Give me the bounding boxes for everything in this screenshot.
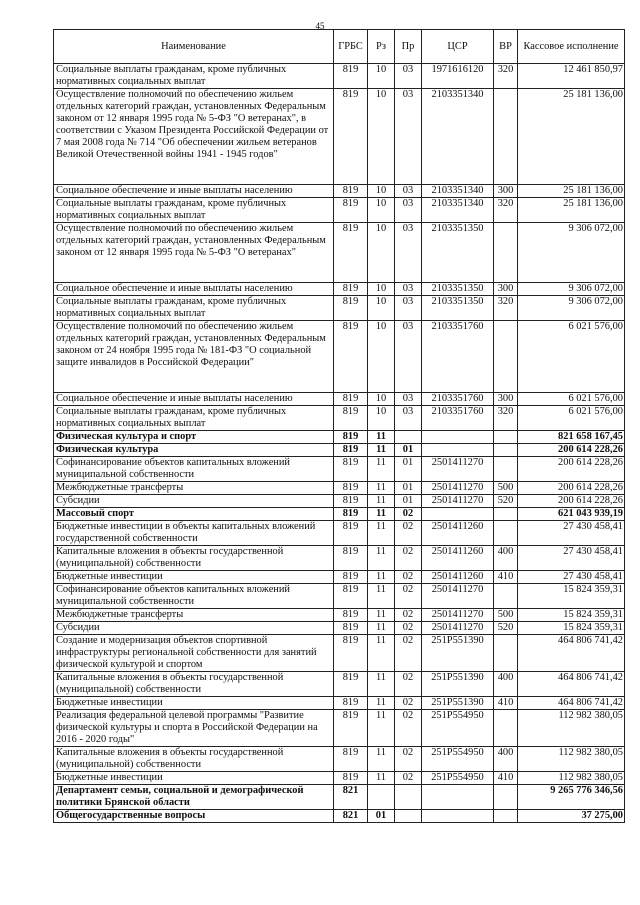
cell-amount: 621 043 939,19 (518, 508, 625, 521)
cell-vr: 320 (494, 198, 518, 223)
cell-vr (494, 521, 518, 546)
cell-name: Бюджетные инвестиции (54, 772, 334, 785)
header-rz: Рз (368, 30, 395, 64)
cell-name: Субсидии (54, 495, 334, 508)
cell-vr: 320 (494, 406, 518, 431)
cell-pr: 02 (395, 622, 422, 635)
cell-rz: 10 (368, 89, 395, 185)
cell-rz: 11 (368, 772, 395, 785)
table-row (54, 785, 625, 810)
cell-pr: 03 (395, 185, 422, 198)
cell-amount: 821 658 167,45 (518, 431, 625, 444)
cell-vr (494, 710, 518, 747)
cell-amount: 9 306 072,00 (518, 283, 625, 296)
cell-pr: 03 (395, 296, 422, 321)
table-row (54, 198, 625, 223)
cell-amount: 464 806 741,42 (518, 635, 625, 672)
cell-rz: 11 (368, 571, 395, 584)
cell-amount: 6 021 576,00 (518, 393, 625, 406)
cell-name: Бюджетные инвестиции (54, 571, 334, 584)
cell-amount: 9 306 072,00 (518, 223, 625, 283)
cell-vr (494, 321, 518, 393)
cell-rz: 11 (368, 710, 395, 747)
cell-csr (422, 785, 494, 810)
cell-vr (494, 444, 518, 457)
table-row (54, 546, 625, 571)
cell-name: Капитальные вложения в объекты государственной (муниципальной) собственности (54, 672, 334, 697)
cell-csr: 2501411260 (422, 521, 494, 546)
cell-grbs: 819 (334, 584, 368, 609)
cell-vr: 500 (494, 609, 518, 622)
table-row (54, 810, 625, 823)
cell-csr: 2103351340 (422, 198, 494, 223)
cell-pr: 01 (395, 495, 422, 508)
cell-vr: 500 (494, 482, 518, 495)
table-row (54, 584, 625, 609)
cell-rz: 11 (368, 672, 395, 697)
cell-pr: 03 (395, 393, 422, 406)
cell-csr: 251P554950 (422, 772, 494, 785)
cell-name: Капитальные вложения в объекты государственной (муниципальной) собственности (54, 546, 334, 571)
cell-name: Физическая культура (54, 444, 334, 457)
cell-grbs: 819 (334, 546, 368, 571)
cell-vr: 300 (494, 283, 518, 296)
cell-name: Массовый спорт (54, 508, 334, 521)
table-row (54, 223, 625, 283)
cell-pr: 02 (395, 584, 422, 609)
cell-csr (422, 431, 494, 444)
table-row (54, 64, 625, 89)
cell-name: Осуществление полномочий по обеспечению жильем отдельных категорий граждан, установленных Федеральным законом от 12 января 1995 года № 5-ФЗ "О ветеранах", в соответствии с Указом Президента Российской Федерации от 7 мая 2008 года № 714 "Об обеспечении жильем ветеранов Великой Отечественной войны 1941 - 1945 годов" (54, 89, 334, 185)
cell-rz: 10 (368, 64, 395, 89)
cell-vr: 410 (494, 772, 518, 785)
cell-rz (368, 785, 395, 810)
cell-csr: 2103351350 (422, 223, 494, 283)
cell-grbs: 819 (334, 521, 368, 546)
cell-rz: 10 (368, 321, 395, 393)
cell-pr: 03 (395, 89, 422, 185)
cell-pr: 01 (395, 457, 422, 482)
cell-amount: 25 181 136,00 (518, 198, 625, 223)
cell-grbs: 819 (334, 296, 368, 321)
cell-name: Социальные выплаты гражданам, кроме публичных нормативных социальных выплат (54, 64, 334, 89)
cell-vr: 300 (494, 393, 518, 406)
cell-grbs: 819 (334, 609, 368, 622)
header-amount: Кассовое исполнение (518, 30, 625, 64)
cell-rz: 11 (368, 495, 395, 508)
cell-amount: 200 614 228,26 (518, 495, 625, 508)
cell-pr: 02 (395, 571, 422, 584)
cell-csr: 2501411260 (422, 546, 494, 571)
table-row (54, 521, 625, 546)
table-row (54, 609, 625, 622)
cell-grbs: 819 (334, 482, 368, 495)
cell-grbs: 819 (334, 710, 368, 747)
cell-csr: 2501411270 (422, 482, 494, 495)
cell-vr (494, 810, 518, 823)
cell-name: Социальное обеспечение и иные выплаты населению (54, 185, 334, 198)
cell-grbs: 819 (334, 495, 368, 508)
table-row (54, 697, 625, 710)
cell-amount: 37 275,00 (518, 810, 625, 823)
cell-name: Социальное обеспечение и иные выплаты населению (54, 283, 334, 296)
cell-grbs: 819 (334, 672, 368, 697)
cell-rz: 11 (368, 622, 395, 635)
cell-amount: 112 982 380,05 (518, 747, 625, 772)
cell-csr: 1971616120 (422, 64, 494, 89)
cell-csr: 251P551390 (422, 697, 494, 710)
cell-amount: 9 306 072,00 (518, 296, 625, 321)
cell-name: Субсидии (54, 622, 334, 635)
table-row (54, 482, 625, 495)
cell-rz: 10 (368, 223, 395, 283)
cell-pr: 02 (395, 747, 422, 772)
cell-name: Софинансирование объектов капитальных вложений муниципальной собственности (54, 457, 334, 482)
cell-amount: 9 265 776 346,56 (518, 785, 625, 810)
cell-amount: 27 430 458,41 (518, 546, 625, 571)
cell-vr (494, 584, 518, 609)
cell-csr: 2103351350 (422, 296, 494, 321)
cell-amount: 15 824 359,31 (518, 584, 625, 609)
cell-name: Департамент семьи, социальной и демографической политики Брянской области (54, 785, 334, 810)
cell-rz: 10 (368, 406, 395, 431)
cell-pr: 02 (395, 635, 422, 672)
cell-rz: 11 (368, 635, 395, 672)
cell-grbs: 819 (334, 198, 368, 223)
cell-grbs: 819 (334, 635, 368, 672)
cell-amount: 112 982 380,05 (518, 772, 625, 785)
table-row (54, 393, 625, 406)
cell-name: Физическая культура и спорт (54, 431, 334, 444)
header-pr: Пр (395, 30, 422, 64)
cell-csr: 2103351340 (422, 89, 494, 185)
table-row (54, 283, 625, 296)
cell-pr: 01 (395, 444, 422, 457)
cell-rz: 11 (368, 457, 395, 482)
table-body (54, 64, 625, 823)
cell-grbs: 819 (334, 444, 368, 457)
cell-amount: 25 181 136,00 (518, 89, 625, 185)
table-row (54, 185, 625, 198)
cell-vr (494, 635, 518, 672)
cell-name: Осуществление полномочий по обеспечению жильем отдельных категорий граждан, установленных Федеральным законом от 12 января 1995 года № 5-ФЗ "О ветеранах" (54, 223, 334, 283)
cell-csr: 2103351760 (422, 406, 494, 431)
cell-grbs: 819 (334, 393, 368, 406)
cell-grbs: 819 (334, 89, 368, 185)
cell-name: Капитальные вложения в объекты государственной (муниципальной) собственности (54, 747, 334, 772)
cell-rz: 10 (368, 296, 395, 321)
cell-grbs: 819 (334, 283, 368, 296)
cell-pr: 03 (395, 198, 422, 223)
cell-grbs: 819 (334, 697, 368, 710)
cell-rz: 11 (368, 482, 395, 495)
cell-name: Межбюджетные трансферты (54, 482, 334, 495)
header-name: Наименование (54, 30, 334, 64)
cell-csr: 2501411270 (422, 584, 494, 609)
cell-rz: 11 (368, 431, 395, 444)
cell-name: Создание и модернизация объектов спортивной инфраструктуры региональной собственности для занятий физической культурой и спортом (54, 635, 334, 672)
cell-grbs: 821 (334, 785, 368, 810)
table-header-row (54, 30, 625, 64)
table-row (54, 457, 625, 482)
cell-rz: 11 (368, 521, 395, 546)
cell-vr: 320 (494, 64, 518, 89)
cell-name: Софинансирование объектов капитальных вложений муниципальной собственности (54, 584, 334, 609)
cell-vr (494, 785, 518, 810)
cell-rz: 11 (368, 444, 395, 457)
cell-vr (494, 89, 518, 185)
cell-grbs: 819 (334, 457, 368, 482)
cell-amount: 12 461 850,97 (518, 64, 625, 89)
cell-grbs: 819 (334, 64, 368, 89)
cell-vr: 410 (494, 697, 518, 710)
cell-csr: 251P551390 (422, 635, 494, 672)
cell-csr (422, 444, 494, 457)
cell-name: Социальное обеспечение и иные выплаты населению (54, 393, 334, 406)
cell-pr: 02 (395, 697, 422, 710)
cell-rz: 11 (368, 546, 395, 571)
cell-amount: 15 824 359,31 (518, 609, 625, 622)
cell-vr (494, 223, 518, 283)
table-row (54, 444, 625, 457)
cell-csr: 2501411260 (422, 571, 494, 584)
header-grbs: ГРБС (334, 30, 368, 64)
cell-vr (494, 508, 518, 521)
cell-grbs: 819 (334, 223, 368, 283)
cell-vr: 300 (494, 185, 518, 198)
cell-rz: 11 (368, 508, 395, 521)
cell-name: Бюджетные инвестиции (54, 697, 334, 710)
cell-pr: 01 (395, 482, 422, 495)
cell-pr: 03 (395, 223, 422, 283)
cell-grbs: 819 (334, 622, 368, 635)
cell-grbs: 819 (334, 508, 368, 521)
cell-grbs: 821 (334, 810, 368, 823)
cell-grbs: 819 (334, 747, 368, 772)
cell-pr: 02 (395, 772, 422, 785)
cell-pr (395, 810, 422, 823)
cell-csr: 2103351760 (422, 393, 494, 406)
cell-amount: 464 806 741,42 (518, 697, 625, 710)
cell-vr (494, 431, 518, 444)
cell-grbs: 819 (334, 431, 368, 444)
table-row (54, 321, 625, 393)
cell-vr: 520 (494, 495, 518, 508)
cell-name: Реализация федеральной целевой программы "Развитие физической культуры и спорта в Российской Федерации на 2016 - 2020 годы" (54, 710, 334, 747)
cell-csr: 2103351350 (422, 283, 494, 296)
cell-pr: 02 (395, 546, 422, 571)
cell-rz: 11 (368, 697, 395, 710)
table-row (54, 89, 625, 185)
header-csr: ЦСР (422, 30, 494, 64)
cell-csr: 2501411270 (422, 622, 494, 635)
cell-rz: 10 (368, 185, 395, 198)
cell-vr: 400 (494, 672, 518, 697)
cell-csr: 2501411270 (422, 495, 494, 508)
cell-amount: 15 824 359,31 (518, 622, 625, 635)
cell-vr: 320 (494, 296, 518, 321)
table-row (54, 406, 625, 431)
table-row (54, 508, 625, 521)
table-row (54, 747, 625, 772)
table-row (54, 622, 625, 635)
cell-csr: 2501411270 (422, 457, 494, 482)
cell-amount: 464 806 741,42 (518, 672, 625, 697)
cell-csr: 2501411270 (422, 609, 494, 622)
cell-rz: 10 (368, 198, 395, 223)
cell-rz: 10 (368, 393, 395, 406)
cell-pr: 03 (395, 64, 422, 89)
cell-csr: 251P554950 (422, 710, 494, 747)
header-vr: ВР (494, 30, 518, 64)
cell-vr: 400 (494, 546, 518, 571)
cell-name: Социальные выплаты гражданам, кроме публичных нормативных социальных выплат (54, 406, 334, 431)
cell-grbs: 819 (334, 185, 368, 198)
cell-csr (422, 810, 494, 823)
table-row (54, 296, 625, 321)
cell-amount: 112 982 380,05 (518, 710, 625, 747)
cell-name: Социальные выплаты гражданам, кроме публичных нормативных социальных выплат (54, 198, 334, 223)
cell-csr: 251P554950 (422, 747, 494, 772)
cell-amount: 6 021 576,00 (518, 406, 625, 431)
cell-pr (395, 785, 422, 810)
cell-rz: 11 (368, 584, 395, 609)
table-row (54, 672, 625, 697)
budget-table (53, 29, 625, 823)
cell-pr: 03 (395, 283, 422, 296)
cell-name: Бюджетные инвестиции в объекты капитальных вложений государственной собственности (54, 521, 334, 546)
cell-amount: 25 181 136,00 (518, 185, 625, 198)
cell-pr: 03 (395, 406, 422, 431)
cell-name: Межбюджетные трансферты (54, 609, 334, 622)
cell-vr: 520 (494, 622, 518, 635)
cell-pr: 02 (395, 609, 422, 622)
cell-csr: 2103351760 (422, 321, 494, 393)
cell-rz: 11 (368, 747, 395, 772)
table-row (54, 710, 625, 747)
cell-rz: 11 (368, 609, 395, 622)
table-row (54, 571, 625, 584)
table-row (54, 495, 625, 508)
cell-amount: 6 021 576,00 (518, 321, 625, 393)
cell-grbs: 819 (334, 571, 368, 584)
cell-vr (494, 457, 518, 482)
cell-pr (395, 431, 422, 444)
cell-grbs: 819 (334, 406, 368, 431)
cell-rz: 01 (368, 810, 395, 823)
cell-rz: 10 (368, 283, 395, 296)
cell-csr: 251P551390 (422, 672, 494, 697)
table-row (54, 772, 625, 785)
cell-grbs: 819 (334, 772, 368, 785)
cell-vr: 400 (494, 747, 518, 772)
cell-pr: 02 (395, 672, 422, 697)
table-row (54, 635, 625, 672)
cell-pr: 02 (395, 710, 422, 747)
cell-name: Осуществление полномочий по обеспечению жильем отдельных категорий граждан, установленных Федеральным законом от 24 ноября 1995 года № 181-ФЗ "О социальной защите инвалидов в Российской Федерации" (54, 321, 334, 393)
cell-pr: 03 (395, 321, 422, 393)
cell-amount: 27 430 458,41 (518, 521, 625, 546)
cell-amount: 27 430 458,41 (518, 571, 625, 584)
cell-amount: 200 614 228,26 (518, 482, 625, 495)
cell-amount: 200 614 228,26 (518, 444, 625, 457)
cell-pr: 02 (395, 508, 422, 521)
page-number: 45 (315, 21, 325, 31)
cell-amount: 200 614 228,26 (518, 457, 625, 482)
cell-name: Социальные выплаты гражданам, кроме публичных нормативных социальных выплат (54, 296, 334, 321)
cell-csr: 2103351340 (422, 185, 494, 198)
cell-vr: 410 (494, 571, 518, 584)
cell-pr: 02 (395, 521, 422, 546)
cell-name: Общегосударственные вопросы (54, 810, 334, 823)
cell-grbs: 819 (334, 321, 368, 393)
cell-csr (422, 508, 494, 521)
table-row (54, 431, 625, 444)
